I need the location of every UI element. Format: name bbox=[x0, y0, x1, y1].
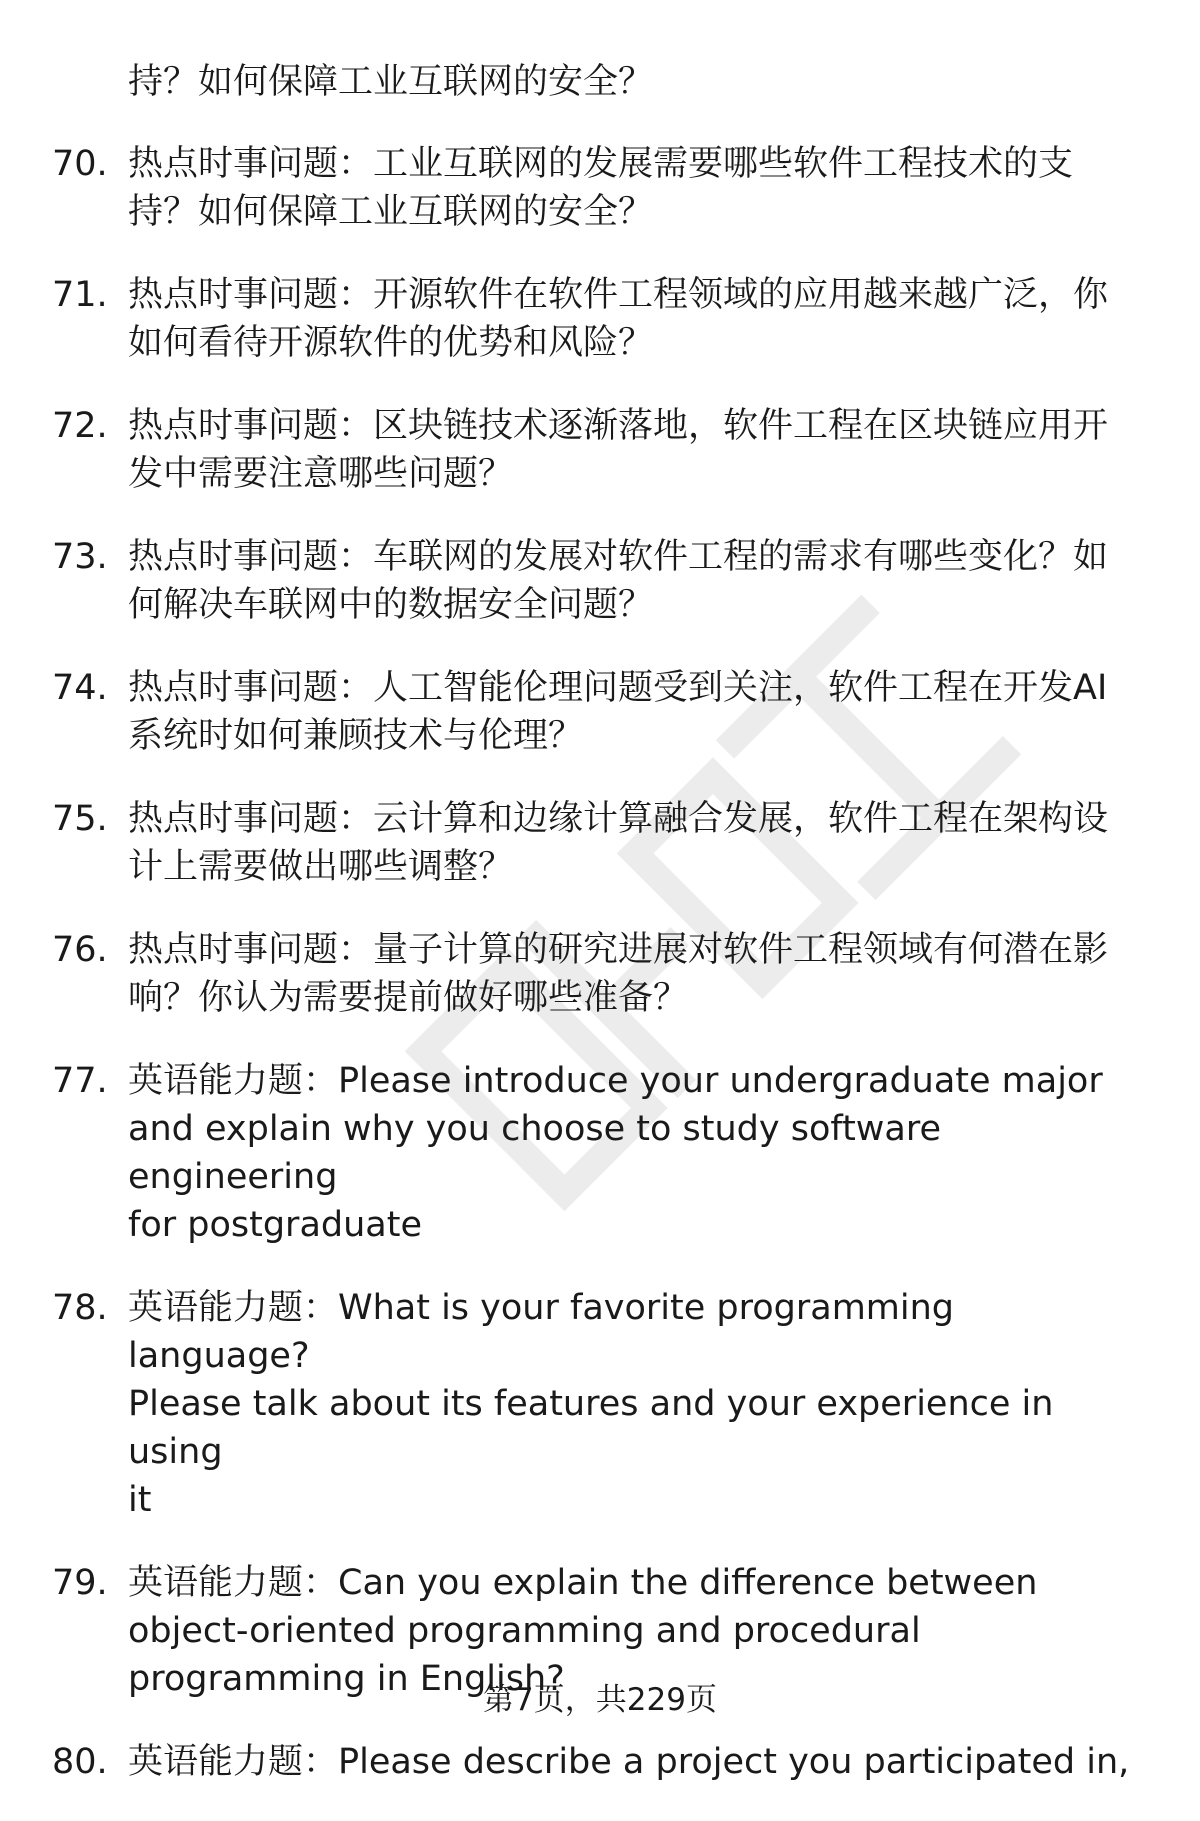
question-item bbox=[0, 1738, 1200, 1786]
question-text-line: 系统时如何兼顾技术与伦理？ bbox=[128, 716, 584, 756]
question-text bbox=[128, 271, 1146, 367]
question-text bbox=[128, 926, 1146, 1022]
question-text bbox=[128, 1738, 1146, 1786]
question-number: 75. bbox=[52, 799, 108, 839]
question-text-line: 英语能力题：Please describe a project you participated in, bbox=[128, 1742, 1130, 1782]
page-footer: 第7页，共229页 bbox=[483, 1682, 717, 1718]
question-text bbox=[128, 533, 1146, 629]
question-number: 70. bbox=[52, 144, 108, 184]
continuation-text: 持？如何保障工业互联网的安全？ bbox=[128, 62, 654, 102]
question-item bbox=[0, 533, 1200, 629]
question-number: 80. bbox=[52, 1742, 108, 1782]
question-text bbox=[128, 402, 1146, 498]
question-text bbox=[128, 1284, 1146, 1524]
question-item bbox=[0, 926, 1200, 1022]
question-number: 79. bbox=[52, 1563, 108, 1603]
question-text-line: 英语能力题：Please introduce your undergraduate major bbox=[128, 1061, 1103, 1101]
question-number: 77. bbox=[52, 1061, 108, 1101]
question-text-line: 持？如何保障工业互联网的安全？ bbox=[128, 192, 654, 232]
question-item bbox=[0, 795, 1200, 891]
question-text-line: 何解决车联网中的数据安全问题？ bbox=[128, 585, 654, 625]
question-text bbox=[128, 664, 1146, 760]
question-number: 74. bbox=[52, 668, 108, 708]
question-text-line: 热点时事问题：开源软件在软件工程领域的应用越来越广泛，你 bbox=[128, 275, 1109, 315]
question-item bbox=[0, 402, 1200, 498]
question-text-line: 热点时事问题：工业互联网的发展需要哪些软件工程技术的支 bbox=[128, 144, 1074, 184]
question-text-line: object-oriented programming and procedural bbox=[128, 1611, 921, 1651]
question-text bbox=[128, 140, 1146, 236]
question-text bbox=[128, 1057, 1146, 1249]
question-text-line: 计上需要做出哪些调整？ bbox=[128, 847, 514, 887]
question-text-line: 英语能力题：Can you explain the difference between bbox=[128, 1563, 1038, 1603]
question-number: 71. bbox=[52, 275, 108, 315]
question-text-line: and explain why you choose to study software engineering bbox=[128, 1109, 953, 1197]
question-list bbox=[0, 140, 1200, 1821]
question-text-line: for postgraduate bbox=[128, 1205, 422, 1245]
question-text-line: 如何看待开源软件的优势和风险？ bbox=[128, 323, 654, 363]
question-text-line: 热点时事问题：车联网的发展对软件工程的需求有哪些变化？如 bbox=[128, 537, 1109, 577]
question-item bbox=[0, 271, 1200, 367]
question-item bbox=[0, 140, 1200, 236]
question-item bbox=[0, 1284, 1200, 1524]
question-number: 76. bbox=[52, 930, 108, 970]
question-text-line: 响？你认为需要提前做好哪些准备？ bbox=[128, 978, 689, 1018]
question-text-line: 热点时事问题：量子计算的研究进展对软件工程领域有何潜在影 bbox=[128, 930, 1109, 970]
question-text-line: it bbox=[128, 1480, 152, 1520]
question-text-line: 热点时事问题：云计算和边缘计算融合发展，软件工程在架构设 bbox=[128, 799, 1109, 839]
question-text-line: 热点时事问题：人工智能伦理问题受到关注，软件工程在开发AI bbox=[128, 668, 1108, 708]
question-number: 78. bbox=[52, 1288, 108, 1328]
question-text-line: programming in English? bbox=[128, 1659, 565, 1699]
question-text-line: 发中需要注意哪些问题？ bbox=[128, 454, 514, 494]
question-text-line: 热点时事问题：区块链技术逐渐落地，软件工程在区块链应用开 bbox=[128, 406, 1109, 446]
question-item bbox=[0, 1057, 1200, 1249]
question-text-line: Please talk about its features and your experience in using bbox=[128, 1384, 1065, 1472]
question-text-line: 英语能力题：What is your favorite programming language? bbox=[128, 1288, 966, 1376]
question-number: 73. bbox=[52, 537, 108, 577]
question-number: 72. bbox=[52, 406, 108, 446]
question-text bbox=[128, 795, 1146, 891]
question-item bbox=[0, 664, 1200, 760]
